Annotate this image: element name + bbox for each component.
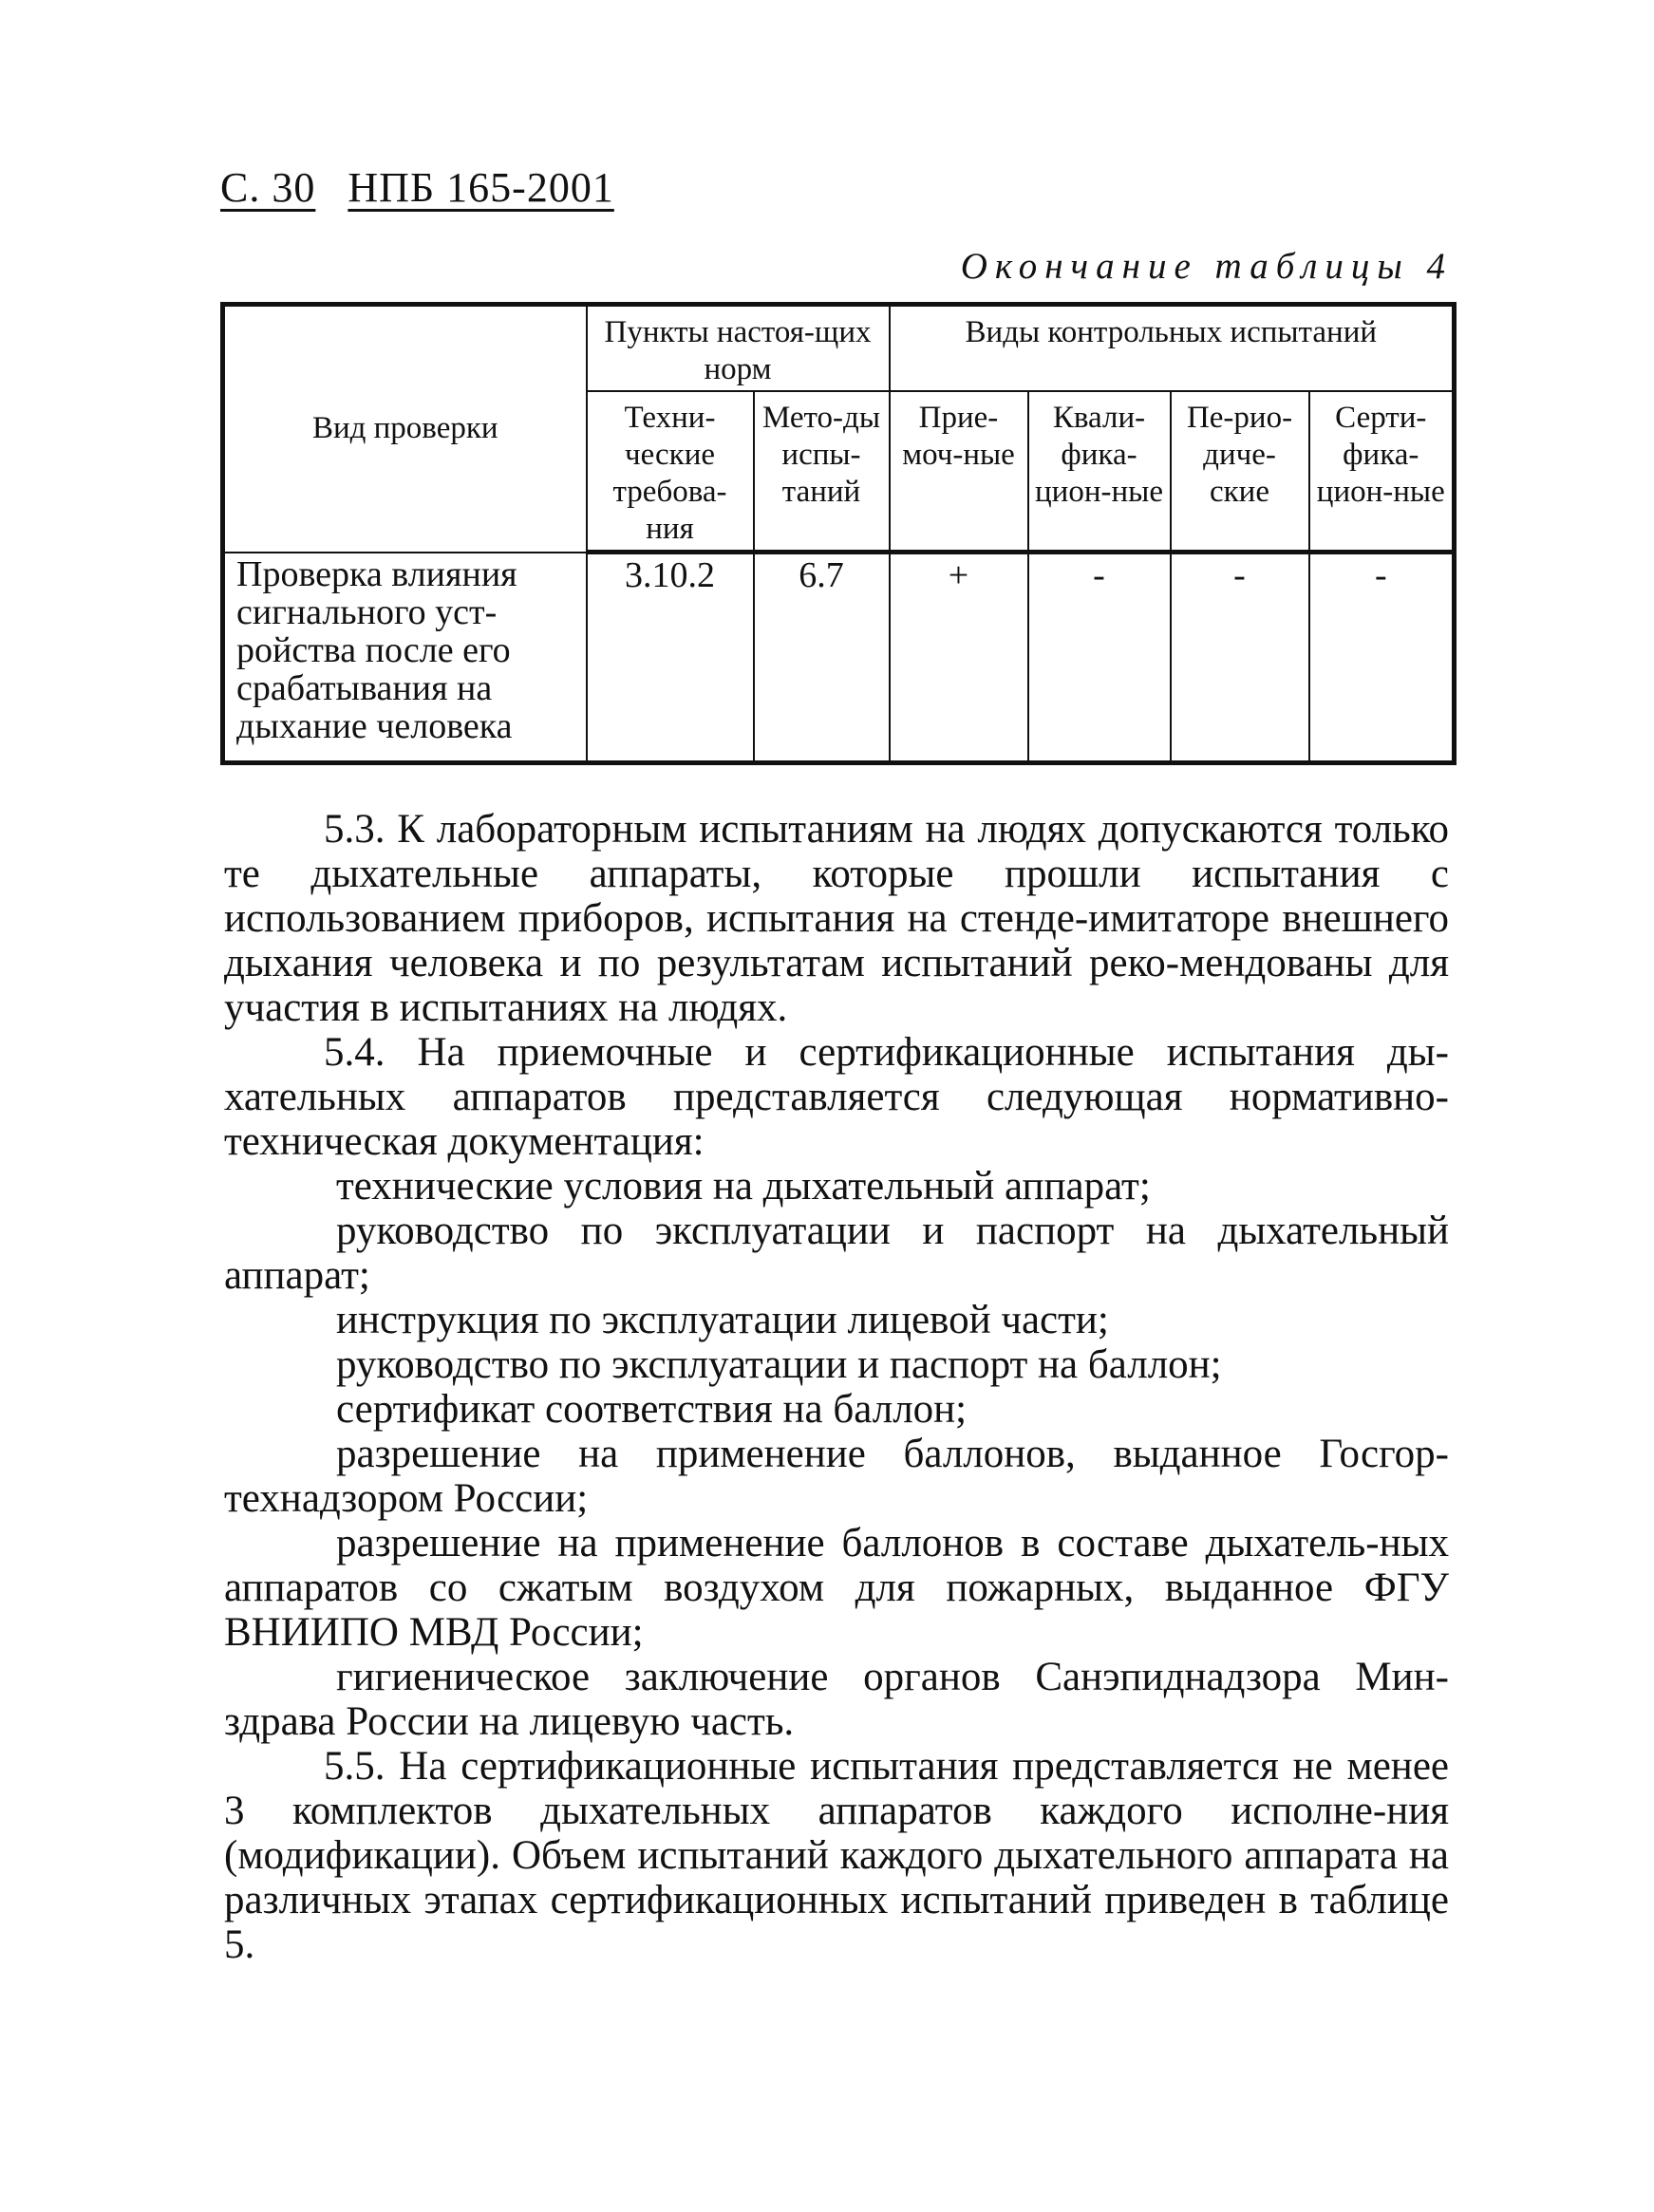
paragraph: 5.5. На сертификационные испытания представляется не менее 3 комплектов дыхательных аппаратов каждого исполне-ния (модификации). Объем испытаний каждого дыхательного аппарата на различных этапах сертификационных испытаний приведен в таблице 5.: [224, 1744, 1449, 1967]
subheader-certification: Серти-фика-цион-ные: [1309, 391, 1455, 553]
list-item: сертификат соответствия на баллон;: [336, 1387, 968, 1432]
subheader-qualification: Квали-фика-цион-ные: [1028, 391, 1171, 553]
table-cell: +: [890, 553, 1028, 763]
document-code: НПБ 165-2001: [348, 164, 614, 211]
table-cell: 6.7: [754, 553, 890, 763]
subheader-acceptance: Прие-моч-ные: [890, 391, 1028, 553]
paragraph: 5.4. На приемочные и сертификационные испытания ды-хательных аппаратов представляется следующая нормативно-техническая документация:: [224, 1030, 1449, 1164]
list-item: инструкция по эксплуатации лицевой части;: [336, 1298, 1109, 1342]
paragraph: 5.3. К лабораторным испытаниям на людях допускаются только те дыхательные аппараты, которые прошли испытания с использованием приборов, испытания на стенде-имитаторе внешнего дыхания человека и по результатам испытаний реко-мендованы для участия в испытаниях на людях.: [224, 807, 1449, 1030]
subheader-test-methods: Мето-ды испы-таний: [754, 391, 890, 553]
list-item: руководство по эксплуатации и паспорт на баллон;: [336, 1342, 1222, 1387]
body-text: [224, 807, 1449, 1967]
table-caption: Окончание таблицы 4: [960, 246, 1453, 287]
list-item: технические условия на дыхательный аппарат;: [336, 1164, 1151, 1209]
list-item: гигиеническое заключение органов Санэпиднадзора Мин-здрава России на лицевую часть.: [224, 1655, 1449, 1744]
subheader-periodic: Пе-рио-диче-ские: [1171, 391, 1309, 553]
table-row: [223, 553, 1455, 763]
list-item: разрешение на применение баллонов, выданное Госгор-технадзором России;: [224, 1432, 1449, 1521]
table-row-header: Вид проверки: [223, 305, 587, 553]
table-cell: -: [1171, 553, 1309, 763]
list-item: разрешение на применение баллонов в составе дыхатель-ных аппаратов со сжатым воздухом для пожарных, выданное ФГУ ВНИИПО МВД России;: [224, 1521, 1449, 1655]
table-cell: 3.10.2: [587, 553, 754, 763]
page-header: [220, 163, 614, 212]
group-header-test-types: Виды контрольных испытаний: [890, 305, 1455, 392]
list-item: руководство по эксплуатации и паспорт на дыхательный аппарат;: [224, 1209, 1449, 1298]
spec-table: [220, 302, 1457, 765]
page-number: С. 30: [220, 164, 316, 211]
table-cell: -: [1309, 553, 1455, 763]
group-header-norm-points: Пункты настоя-щих норм: [587, 305, 890, 392]
table-cell-check-name: Проверка влияния сигнального уст-ройства после его срабатывания на дыхание человека: [223, 553, 587, 763]
subheader-tech-requirements: Техни-ческие требова-ния: [587, 391, 754, 553]
table-cell: -: [1028, 553, 1171, 763]
